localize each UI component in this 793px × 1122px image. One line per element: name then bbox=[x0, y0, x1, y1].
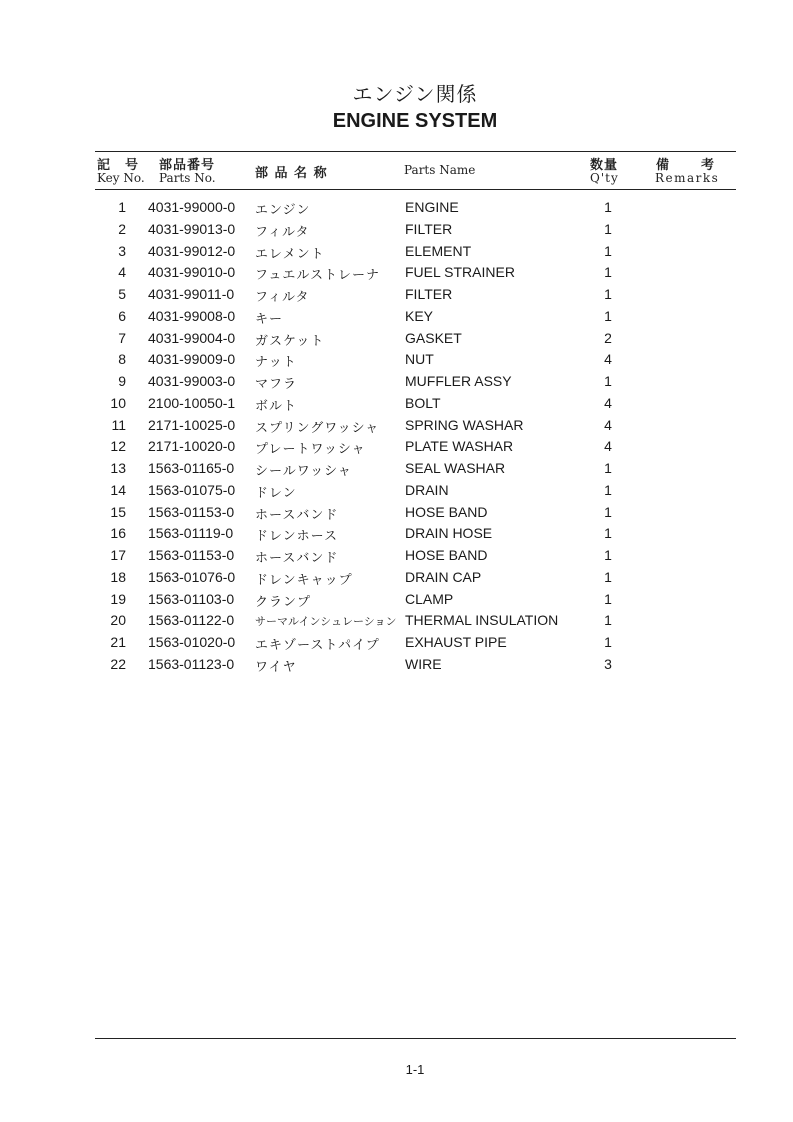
part-no: 1563-01153-0 bbox=[148, 503, 235, 520]
part-name-jp: エキゾーストパイプ bbox=[255, 638, 380, 653]
table-row bbox=[0, 327, 793, 349]
header-key-en: Key No. bbox=[97, 171, 145, 185]
part-name-en: DRAIN CAP bbox=[405, 568, 482, 585]
header-key-jp: 記 号 bbox=[97, 158, 140, 173]
key-no: 20 bbox=[110, 612, 126, 629]
key-no: 5 bbox=[118, 286, 126, 302]
table-row bbox=[0, 370, 793, 392]
quantity: 1 bbox=[604, 503, 612, 520]
part-name-en: PLATE WASHAR bbox=[405, 438, 514, 455]
key-no: 21 bbox=[110, 634, 126, 650]
page-title-jp: エンジン関係 bbox=[352, 82, 478, 106]
quantity: 1 bbox=[604, 612, 612, 629]
part-no: 4031-99009-0 bbox=[148, 351, 236, 368]
key-no: 11 bbox=[111, 416, 126, 433]
key-no: 13 bbox=[110, 460, 126, 476]
part-name-en: BOLT bbox=[405, 394, 441, 411]
header-name-en: Parts Name bbox=[404, 163, 476, 177]
part-name-jp: ドレンキャップ bbox=[255, 572, 353, 588]
table-row bbox=[0, 261, 793, 283]
table-row bbox=[0, 479, 793, 501]
table-row bbox=[0, 566, 793, 588]
part-name-jp: プレートワッシャ bbox=[255, 442, 366, 458]
table-top-rule bbox=[95, 151, 736, 152]
table-row bbox=[0, 218, 793, 240]
key-no: 6 bbox=[118, 307, 126, 324]
part-name-jp: ホースバンド bbox=[255, 551, 339, 566]
key-no: 4 bbox=[118, 264, 126, 281]
part-no: 4031-99011-0 bbox=[148, 286, 235, 302]
quantity: 1 bbox=[604, 307, 612, 324]
quantity: 4 bbox=[604, 394, 612, 411]
quantity: 4 bbox=[604, 351, 612, 368]
table-row bbox=[0, 414, 793, 436]
header-remarks-jp: 備 考 bbox=[656, 158, 717, 173]
part-name-jp: エレメント bbox=[255, 246, 325, 262]
quantity: 1 bbox=[604, 199, 612, 215]
part-name-jp: マフラ bbox=[255, 377, 298, 392]
key-no: 1 bbox=[118, 199, 126, 215]
part-name-jp: クランプ bbox=[255, 594, 312, 610]
quantity: 1 bbox=[604, 547, 612, 563]
part-name-jp: ボルト bbox=[255, 398, 298, 414]
part-no: 2171-10025-0 bbox=[148, 416, 236, 433]
part-no: 1563-01122-0 bbox=[148, 612, 235, 629]
part-name-en: NUT bbox=[405, 351, 434, 368]
part-name-en: EXHAUST PIPE bbox=[405, 634, 507, 650]
part-name-en: GASKET bbox=[405, 329, 462, 346]
part-name-en: THERMAL INSULATION bbox=[405, 612, 559, 629]
quantity: 1 bbox=[604, 220, 612, 237]
part-no: 1563-01075-0 bbox=[148, 481, 236, 498]
header-name-jp: 部 品 名 称 bbox=[255, 166, 328, 181]
part-no: 1563-01123-0 bbox=[148, 655, 235, 672]
part-name-jp: ナット bbox=[255, 355, 297, 371]
part-no: 4031-99012-0 bbox=[148, 242, 236, 259]
table-row bbox=[0, 283, 793, 305]
part-no: 1563-01119-0 bbox=[148, 525, 234, 542]
footer-rule bbox=[95, 1038, 736, 1039]
part-no: 4031-99003-0 bbox=[148, 373, 236, 389]
table-row bbox=[0, 501, 793, 523]
quantity: 1 bbox=[604, 634, 612, 650]
header-qty-jp: 数量 bbox=[590, 158, 619, 173]
part-name-jp: エンジン bbox=[255, 203, 311, 218]
quantity: 1 bbox=[604, 373, 612, 389]
part-name-en: DRAIN bbox=[405, 481, 449, 498]
part-name-jp: ホースバンド bbox=[255, 507, 339, 523]
part-name-jp: ワイヤ bbox=[255, 659, 297, 675]
part-name-jp: シールワッシャ bbox=[255, 464, 352, 479]
table-row bbox=[0, 457, 793, 479]
part-name-en: HOSE BAND bbox=[405, 547, 488, 563]
key-no: 18 bbox=[110, 568, 126, 585]
quantity: 1 bbox=[604, 481, 612, 498]
part-no: 2100-10050-1 bbox=[148, 394, 236, 411]
part-no: 4031-99004-0 bbox=[148, 329, 236, 346]
table-row bbox=[0, 196, 793, 218]
quantity: 1 bbox=[604, 264, 612, 281]
key-no: 16 bbox=[110, 525, 126, 542]
part-no: 4031-99008-0 bbox=[148, 307, 236, 324]
quantity: 1 bbox=[604, 525, 612, 542]
table-row bbox=[0, 544, 793, 566]
part-name-en: SPRING WASHAR bbox=[405, 416, 524, 433]
part-no: 1563-01153-0 bbox=[148, 547, 235, 563]
table-row bbox=[0, 348, 793, 370]
part-name-en: ELEMENT bbox=[405, 242, 472, 259]
part-name-en: FILTER bbox=[405, 286, 453, 302]
key-no: 10 bbox=[110, 394, 126, 411]
part-name-jp: スプリングワッシャ bbox=[255, 420, 380, 436]
key-no: 15 bbox=[110, 503, 126, 520]
key-no: 22 bbox=[110, 655, 126, 672]
part-name-en: MUFFLER ASSY bbox=[405, 373, 512, 389]
part-no: 1563-01020-0 bbox=[148, 634, 236, 650]
table-row bbox=[0, 609, 793, 631]
part-name-en: WIRE bbox=[405, 655, 442, 672]
table-row bbox=[0, 305, 793, 327]
part-name-jp: フィルタ bbox=[255, 224, 310, 240]
key-no: 14 bbox=[110, 481, 126, 498]
header-qty-en: Q'ty bbox=[590, 171, 619, 185]
key-no: 7 bbox=[118, 329, 126, 346]
part-no: 2171-10020-0 bbox=[148, 438, 236, 455]
part-name-en: DRAIN HOSE bbox=[405, 525, 493, 542]
page-title-en: ENGINE SYSTEM bbox=[332, 110, 498, 132]
header-remarks-en: Remarks bbox=[655, 171, 720, 185]
table-row bbox=[0, 631, 793, 653]
key-no: 2 bbox=[118, 220, 126, 237]
part-no: 1563-01165-0 bbox=[148, 460, 235, 476]
quantity: 1 bbox=[604, 242, 612, 259]
page-number: 1-1 bbox=[405, 1062, 425, 1077]
quantity: 1 bbox=[604, 460, 612, 476]
part-name-jp: フュエルストレーナ bbox=[255, 268, 380, 284]
part-name-jp: キー bbox=[255, 311, 284, 327]
part-no: 4031-99000-0 bbox=[148, 199, 236, 215]
part-no: 4031-99010-0 bbox=[148, 264, 236, 281]
quantity: 4 bbox=[604, 438, 612, 455]
quantity: 2 bbox=[604, 329, 612, 346]
key-no: 9 bbox=[118, 373, 126, 389]
table-row bbox=[0, 392, 793, 414]
key-no: 8 bbox=[118, 351, 126, 368]
part-no: 4031-99013-0 bbox=[148, 220, 236, 237]
key-no: 12 bbox=[110, 438, 126, 455]
part-name-en: KEY bbox=[405, 307, 434, 324]
part-name-jp: ガスケット bbox=[255, 333, 325, 349]
quantity: 1 bbox=[604, 568, 612, 585]
part-no: 1563-01076-0 bbox=[148, 568, 236, 585]
quantity: 1 bbox=[604, 590, 612, 607]
part-no: 1563-01103-0 bbox=[148, 590, 235, 607]
part-name-en: FUEL STRAINER bbox=[405, 264, 515, 281]
key-no: 3 bbox=[118, 242, 126, 259]
part-name-jp: サーマルインシュレーション bbox=[255, 615, 397, 629]
part-name-en: ENGINE bbox=[405, 199, 459, 215]
part-name-en: FILTER bbox=[405, 220, 453, 237]
quantity: 3 bbox=[604, 655, 612, 672]
part-name-en: HOSE BAND bbox=[405, 503, 488, 520]
parts-table-body bbox=[0, 196, 793, 675]
part-name-jp: ドレンホース bbox=[255, 529, 339, 545]
key-no: 19 bbox=[110, 590, 126, 607]
part-name-jp: ドレン bbox=[255, 485, 297, 501]
quantity: 4 bbox=[604, 416, 612, 433]
header-part-jp: 部品番号 bbox=[159, 158, 216, 173]
part-name-en: SEAL WASHAR bbox=[405, 460, 506, 476]
part-name-jp: フィルタ bbox=[255, 290, 310, 305]
key-no: 17 bbox=[110, 547, 126, 563]
table-row bbox=[0, 653, 793, 675]
part-name-en: CLAMP bbox=[405, 590, 454, 607]
table-row bbox=[0, 240, 793, 262]
table-row bbox=[0, 522, 793, 544]
table-header-rule bbox=[95, 189, 736, 190]
table-row bbox=[0, 588, 793, 610]
header-part-en: Parts No. bbox=[159, 171, 216, 185]
quantity: 1 bbox=[604, 286, 612, 302]
table-row bbox=[0, 435, 793, 457]
